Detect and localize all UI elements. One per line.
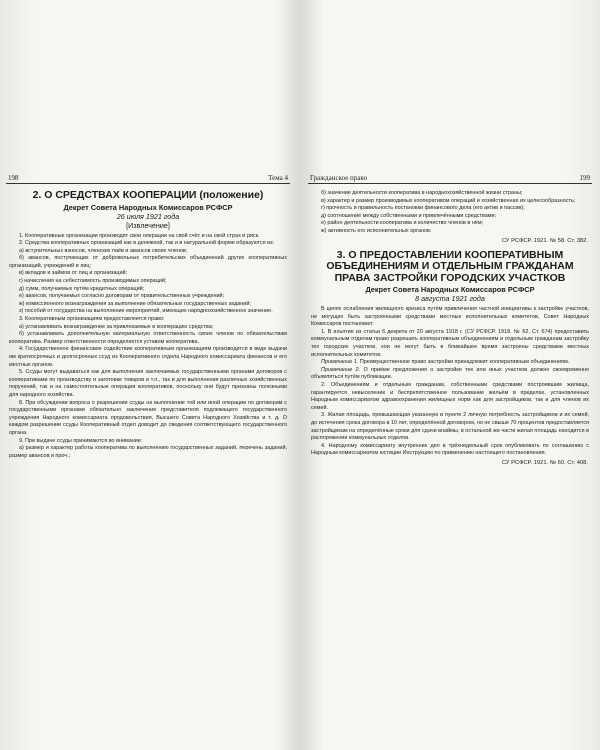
- paragraph: д) соотношение между собственными и привлечёнными средствами;: [321, 212, 497, 219]
- right-article-date: 8 августа 1921 года: [415, 294, 485, 304]
- paragraph: 4. Народному комиссариату внутренних дел в трёхнедельный срок опубликовать по соглашению с Народным комиссариатом юстиции Инструкцию по применению настоящего постановления.: [311, 442, 589, 457]
- note-label: Примечание 2.: [321, 366, 361, 373]
- paragraph: В целях ослабления жилищного кризиса путём привлечения частной инициативы к застройке участков, не могущих быть застроенными средствами местных исполнительных комитетов, Совет Народных Комиссаров постановил:: [311, 306, 589, 328]
- paragraph: е) район деятельности кооператива и количество членов в нём;: [321, 220, 484, 227]
- paragraph: г) прочность и правильность постановки финансового дела (его актив и пассив);: [321, 205, 525, 212]
- paragraph: е) авансов, получаемых согласно договорам от правительственных учреждений;: [19, 293, 225, 300]
- note-text: О приёме предложения о застройке тех или иных участков должно своевременно объявляться путём публикации.: [311, 366, 590, 381]
- paragraph: 1. В изъятие из статьи 6 декрета от 20 августа 1918 г. (СУ РСФСР. 1918. № 62. Ст. 674) предоставить коммунальным отделам право разрешать кооперативным объединениям и отдельным гражданам застройку тех городских участков, кои не могут быть в ближайшее время застроены средствами местных исполнительных комитетов.: [311, 328, 589, 358]
- paragraph: г) начисления на себестоимость производимых операций;: [19, 278, 167, 285]
- left-article-date: 26 июля 1921 года: [116, 211, 180, 221]
- right-top-body: [308, 190, 592, 236]
- note-text: Преимущественное право застройки принадлежит кооперативным объединениям.: [358, 359, 570, 366]
- right-article-title: 3. О ПРЕДОСТАВЛЕНИИ КООПЕРАТИВНЫМ ОБЪЕДИНЕНИЯМ И ОТДЕЛЬНЫМ ГРАЖДАНАМ ПРАВА ЗАСТРОЙКИ ГОРОДСКИХ УЧАСТКОВ: [326, 248, 574, 284]
- paragraph: а) устанавливать вознаграждение за привлекаемые в кооперацию средства;: [19, 323, 214, 330]
- paragraph: в) характер и размер производимых кооперативом операций и хозяйственная их целесообразность;: [321, 197, 576, 204]
- paragraph: 2. Объединениям и отдельным гражданам, собственными средствами построившим жилища, гарантируется невыселение и беспрепятственное пользование жильём в пределах, установленных Народным комиссариатом здравоохранения жилищных норм как для застройщиков, так и для членов их семей.: [311, 382, 589, 411]
- left-page: [6, 172, 290, 460]
- right-running-head: [308, 172, 592, 184]
- left-running-head: [6, 172, 290, 184]
- left-running-title: Тема 4: [268, 174, 288, 182]
- paragraph: 3. Жилая площадь, превышающая указанную в пункте 2 личную потребность застройщиков и их семей, до истечения срока договора в 10 лет, определённой договором, но не свыше 70 процентов предоставляется застройщикам на определённые сроки для сдачи внаймы, в остальной же части жилая площадь находится в распоряжении коммунальных отделов.: [311, 412, 589, 442]
- paragraph: б) значение деятельности кооператива в народнохозяйственной жизни страны;: [321, 190, 523, 196]
- paragraph: ж) активность его исполнительных органов.: [321, 227, 432, 234]
- left-body: [6, 233, 290, 461]
- paragraph: 2. Средства кооперативных организаций как в денежной, так и в натуральной форме образуются из:: [19, 240, 275, 247]
- paragraph: а) вступительных взносов, членских паёв и авансов своих членов;: [19, 247, 188, 254]
- right-article-subtitle: Декрет Совета Народных Комиссаров РСФСР: [365, 285, 535, 295]
- paragraph: д) сумм, получаемых путём кредитных операций;: [19, 285, 145, 292]
- right-page: [308, 172, 592, 467]
- note-paragraph: [311, 367, 589, 382]
- paragraph: ж) комиссионного вознаграждения за выполнение обязательных государственных заданий;: [19, 300, 251, 307]
- left-article-subtitle: Декрет Совета Народных Комиссаров РСФСР: [63, 202, 233, 212]
- source-citation: СУ РСФСР. 1921. № 60. Ст. 408.: [501, 459, 588, 466]
- paragraph: 8. При обсуждении вопроса о разрешении ссуды на выполнение той или иной операции по договорам с государственными органами обязательно заключение представителя подлежащего государственного учреждения Народного комиссариата продовольствия, Высшего Совета Народного Хозяйства и т. д. О каждом разрешении ссуды Кооперативный отдел доводит до сведения соответствующего государственного органа.: [9, 399, 287, 436]
- left-article-note: [Извлечение]: [126, 220, 170, 230]
- left-page-number: 198: [8, 174, 19, 182]
- paragraph: 3. Кооперативным организациям предоставляется право:: [19, 316, 165, 323]
- paragraph: з) пособий от государства на выполнение мероприятий, имеющих народнохозяйственное значение.: [19, 308, 273, 315]
- paragraph: б) устанавливать дополнительную материальную ответственность своих членов по обязательствам кооператива. Размер ответственности определяется уставом кооператива.: [9, 331, 287, 345]
- right-running-title: Гражданское право: [310, 174, 368, 182]
- note-paragraph: [311, 359, 589, 367]
- left-article-title: 2. О СРЕДСТВАХ КООПЕРАЦИИ (положение): [32, 189, 264, 201]
- paragraph: б) авансов, поступающих от добровольных потребительских объединений других кооперативных организаций, учреждений и лиц;: [9, 255, 287, 269]
- paragraph: 9. При выдаче ссуды принимаются во внимание:: [19, 437, 143, 444]
- paragraph: в) вкладов и займов от лиц и организаций;: [19, 270, 128, 277]
- right-page-number: 199: [579, 174, 590, 182]
- paragraph: 4. Государственное финансовое содействие кооперативным организациям производится в виде выдачи им краткосрочных и долгосрочных ссуд из Кооперативного отдела Народного комиссариата финансов и его местных органов.: [9, 346, 287, 368]
- note-label: Примечание 1.: [321, 359, 359, 366]
- paragraph: 5. Ссуды могут выдаваться как для выполнения заключаемых государственными органами договоров с кооперативами по производству и заготовке товаров и т.п., так и для выполнения различных хозяйственных поручений, так и на самостоятельные операции кооперативов, поскольку они будут признаны полезными для народного хозяйства.: [9, 369, 287, 398]
- paragraph: а) размер и характер работы кооператива по выполнению государственных заданий, перечень заданий, размер авансов и проч.;: [9, 445, 287, 459]
- source-citation: СУ РСФСР. 1921. № 58. Ст. 382.: [501, 237, 588, 244]
- right-body: [308, 306, 592, 458]
- paragraph: 1. Кооперативные организации производят свои операции на свой счёт и на свой страх и риск.: [19, 232, 260, 239]
